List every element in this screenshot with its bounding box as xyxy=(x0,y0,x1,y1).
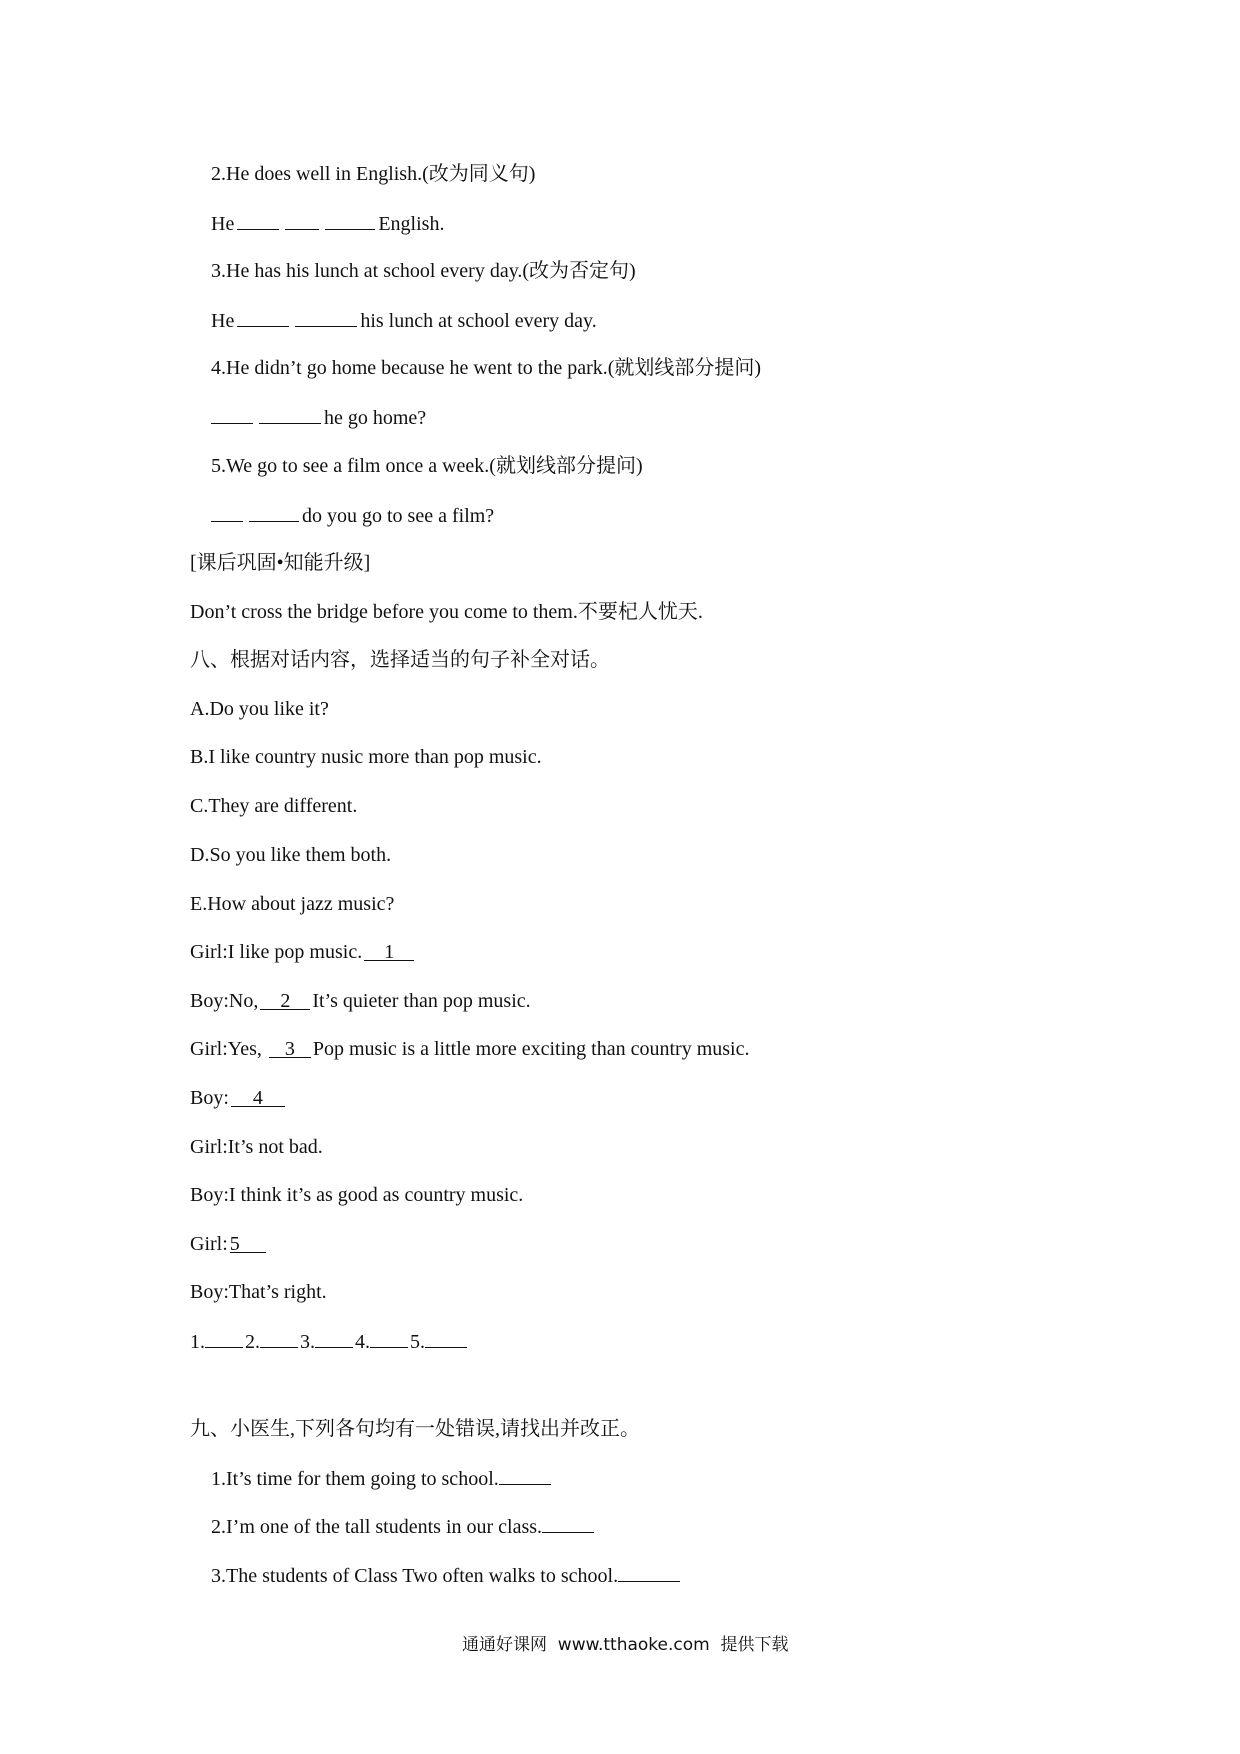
answer-slot-1[interactable] xyxy=(205,1329,243,1348)
q3-start: He xyxy=(211,310,235,332)
section8-title: 八、根据对话内容，选择适当的句子补全对话。 xyxy=(190,649,610,671)
dialogue-line-7 xyxy=(190,1232,268,1256)
dialogue-line-6: Boy:I think it’s as good as country music. xyxy=(190,1184,524,1206)
q4-blank-1[interactable] xyxy=(211,405,253,424)
q2-start: He xyxy=(211,213,235,235)
dialogue-line-2-post: It’s quieter than pop music. xyxy=(312,990,531,1012)
dialogue-line-3 xyxy=(190,1037,749,1061)
dialogue-line-1 xyxy=(190,940,416,964)
answer-label-4: 4. xyxy=(355,1331,370,1353)
answer-blank-5[interactable]: 5 xyxy=(230,1232,266,1253)
dialogue-line-2 xyxy=(190,989,531,1013)
dialogue-line-3-post: Pop music is a little more exciting than country music. xyxy=(312,1038,750,1060)
q2-blank-2[interactable] xyxy=(285,211,319,230)
q2-end: English. xyxy=(378,213,445,235)
answer-blank-4[interactable]: 4 xyxy=(231,1086,285,1107)
q2-blank-1[interactable] xyxy=(237,211,279,230)
dialogue-line-5: Girl:It’s not bad. xyxy=(190,1136,323,1158)
option-e: E.How about jazz music? xyxy=(190,893,395,915)
error-item-2 xyxy=(211,1514,594,1539)
answer-blank-2[interactable]: 2 xyxy=(260,989,310,1010)
error-item-2-text: 2.I’m one of the tall students in our class. xyxy=(211,1516,543,1538)
q4-end: he go home? xyxy=(324,407,427,429)
q2-answer-line xyxy=(211,211,444,236)
answer-label-5: 5. xyxy=(410,1331,425,1353)
q3-blank-2[interactable] xyxy=(295,308,357,327)
answer-blank-1[interactable]: 1 xyxy=(364,940,414,961)
q5-prompt: 5.We go to see a film once a week.(就划线部分提问) xyxy=(211,455,643,477)
q4-blank-2[interactable] xyxy=(259,405,321,424)
option-c: C.They are different. xyxy=(190,795,358,817)
answer-slot-5[interactable] xyxy=(425,1329,467,1348)
dialogue-line-3-text: Girl:Yes, xyxy=(190,1038,267,1060)
answer-label-3: 3. xyxy=(300,1331,315,1353)
error-item-2-blank[interactable] xyxy=(542,1514,594,1533)
error-item-1 xyxy=(211,1466,551,1491)
dialogue-line-1-text: Girl:I like pop music. xyxy=(190,941,363,963)
error-item-1-blank[interactable] xyxy=(499,1466,551,1485)
answer-row xyxy=(190,1329,467,1354)
q5-blank-2[interactable] xyxy=(249,503,299,522)
answer-blank-3[interactable]: 3 xyxy=(269,1037,311,1058)
dialogue-line-4-text: Boy: xyxy=(190,1087,229,1109)
answer-slot-3[interactable] xyxy=(315,1329,353,1348)
answer-slot-4[interactable] xyxy=(370,1329,408,1348)
q2-blank-3[interactable] xyxy=(325,211,375,230)
q3-blank-1[interactable] xyxy=(237,308,289,327)
error-item-3-blank[interactable] xyxy=(618,1563,680,1582)
q5-answer-line xyxy=(211,503,494,528)
q5-blank-1[interactable] xyxy=(211,503,243,522)
dialogue-line-2-text: Boy:No, xyxy=(190,990,259,1012)
q4-prompt: 4.He didn’t go home because he went to the park.(就划线部分提问) xyxy=(211,357,762,379)
error-item-3 xyxy=(211,1563,680,1588)
answer-label-1: 1. xyxy=(190,1331,205,1353)
page-footer: 通通好课网 www.tthaoke.com 提供下载 xyxy=(462,1635,789,1655)
answer-slot-2[interactable] xyxy=(260,1329,298,1348)
q4-answer-line xyxy=(211,405,426,430)
proverb: Don’t cross the bridge before you come to them.不要杞人忧天. xyxy=(190,601,703,623)
option-a: A.Do you like it? xyxy=(190,698,329,720)
q5-end: do you go to see a film? xyxy=(302,505,495,527)
dialogue-line-8: Boy:That’s right. xyxy=(190,1281,327,1303)
q3-end: his lunch at school every day. xyxy=(360,310,597,332)
option-d: D.So you like them both. xyxy=(190,844,392,866)
q3-answer-line xyxy=(211,308,597,333)
q3-prompt: 3.He has his lunch at school every day.(改为否定句) xyxy=(211,260,636,282)
dialogue-line-7-text: Girl: xyxy=(190,1233,228,1255)
dialogue-line-4 xyxy=(190,1086,287,1110)
option-b: B.I like country nusic more than pop music. xyxy=(190,746,542,768)
q2-prompt: 2.He does well in English.(改为同义句) xyxy=(211,163,536,185)
error-item-1-text: 1.It’s time for them going to school. xyxy=(211,1468,499,1490)
error-item-3-text: 3.The students of Class Two often walks to school. xyxy=(211,1565,619,1587)
section9-title: 九、小医生,下列各句均有一处错误,请找出并改正。 xyxy=(190,1418,640,1440)
consolidation-heading: [课后巩固•知能升级] xyxy=(190,552,371,574)
answer-label-2: 2. xyxy=(245,1331,260,1353)
